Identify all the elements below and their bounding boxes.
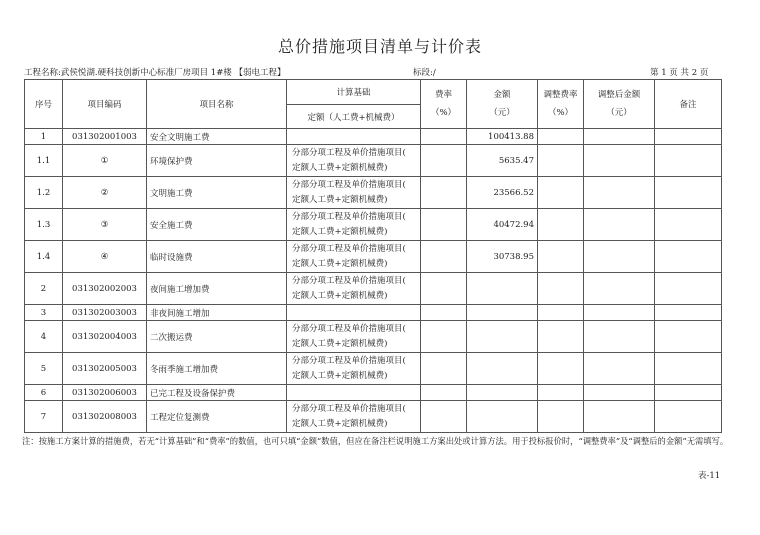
row-name: 环境保护费 xyxy=(147,145,287,177)
col-adj-rate-unit: （%） xyxy=(547,108,574,118)
row-name: 工程定位复测费 xyxy=(147,401,287,433)
row-remark xyxy=(655,353,722,385)
row-remark xyxy=(655,401,722,433)
row-code: ④ xyxy=(63,241,147,273)
row-basis xyxy=(287,273,421,305)
col-amount-label: 金额 xyxy=(493,90,511,100)
table-row xyxy=(25,305,722,321)
row-seq: 6 xyxy=(25,385,63,401)
row-code: 031302006003 xyxy=(63,385,147,401)
col-code: 项目编码 xyxy=(63,80,147,129)
row-name: 已完工程及设备保护费 xyxy=(147,385,287,401)
row-adj-amount xyxy=(584,177,655,209)
row-seq: 5 xyxy=(25,353,63,385)
row-remark xyxy=(655,241,722,273)
row-basis-line2: 定额人工费+定额机械费) xyxy=(292,162,388,173)
row-basis xyxy=(287,177,421,209)
row-seq: 7 xyxy=(25,401,63,433)
row-basis-line1: 分部分项工程及单价措施项目( xyxy=(292,275,406,286)
row-rate xyxy=(421,209,467,241)
col-adj-rate xyxy=(538,80,584,129)
table-row xyxy=(25,273,722,305)
row-basis-line1: 分部分项工程及单价措施项目( xyxy=(292,403,406,414)
row-amount: 23566.52 xyxy=(467,177,538,209)
col-adj-amount xyxy=(584,80,655,129)
row-rate xyxy=(421,321,467,353)
row-remark xyxy=(655,145,722,177)
row-code: 031302004003 xyxy=(63,321,147,353)
col-seq: 序号 xyxy=(25,80,63,129)
row-adj-rate xyxy=(538,129,584,145)
row-code: 031302005003 xyxy=(63,353,147,385)
row-basis-line2: 定额人工费+定额机械费) xyxy=(292,226,388,237)
row-basis-line2: 定额人工费+定额机械费) xyxy=(292,290,388,301)
table-row xyxy=(25,209,722,241)
row-name: 安全文明施工费 xyxy=(147,129,287,145)
page-title: 总价措施项目清单与计价表 xyxy=(277,37,482,56)
row-basis-line1: 分部分项工程及单价措施项目( xyxy=(292,179,406,190)
row-amount xyxy=(467,273,538,305)
row-adj-rate xyxy=(538,241,584,273)
table-row xyxy=(25,321,722,353)
row-adj-rate xyxy=(538,353,584,385)
row-seq: 4 xyxy=(25,321,63,353)
project-name: 武侯悦湖.硬科技创新中心标准厂房项目 1#楼 【弱电工程】 xyxy=(60,68,286,78)
table-row xyxy=(25,241,722,273)
col-adj-amount-label: 调整后金额 xyxy=(597,90,641,100)
row-adj-amount xyxy=(584,241,655,273)
row-rate xyxy=(421,129,467,145)
row-code: ① xyxy=(63,145,147,177)
row-seq: 1.1 xyxy=(25,145,63,177)
row-basis xyxy=(287,385,421,401)
row-seq: 1 xyxy=(25,129,63,145)
row-amount xyxy=(467,401,538,433)
row-name: 安全施工费 xyxy=(147,209,287,241)
row-name: 非夜间施工增加 xyxy=(147,305,287,321)
row-rate xyxy=(421,305,467,321)
col-rate-label: 费率 xyxy=(434,90,452,100)
row-basis xyxy=(287,305,421,321)
row-adj-rate xyxy=(538,305,584,321)
row-seq: 1.3 xyxy=(25,209,63,241)
row-code: ③ xyxy=(63,209,147,241)
row-basis xyxy=(287,241,421,273)
row-basis-line2: 定额人工费+定额机械费) xyxy=(292,258,388,269)
row-remark xyxy=(655,305,722,321)
row-rate xyxy=(421,177,467,209)
row-basis-line1: 分部分项工程及单价措施项目( xyxy=(292,323,406,334)
row-basis-line2: 定额人工费+定额机械费) xyxy=(292,338,388,349)
section-value: / xyxy=(432,68,436,78)
row-rate xyxy=(421,241,467,273)
row-code: 031302008003 xyxy=(63,401,147,433)
row-seq: 2 xyxy=(25,273,63,305)
col-adj-rate-label: 调整费率 xyxy=(543,90,578,100)
row-remark xyxy=(655,177,722,209)
row-adj-rate xyxy=(538,273,584,305)
row-adj-rate xyxy=(538,145,584,177)
row-basis xyxy=(287,401,421,433)
row-rate xyxy=(421,145,467,177)
row-code: 031302001003 xyxy=(63,129,147,145)
section-line xyxy=(413,66,436,78)
row-amount: 100413.88 xyxy=(467,129,538,145)
row-basis xyxy=(287,145,421,177)
row-basis-line1: 分部分项工程及单价措施项目( xyxy=(292,355,406,366)
row-basis xyxy=(287,209,421,241)
row-basis-line1: 分部分项工程及单价措施项目( xyxy=(292,243,406,254)
col-remark: 备注 xyxy=(655,80,722,129)
section-label: 标段: xyxy=(413,68,433,78)
measures-table xyxy=(24,79,722,433)
row-adj-amount xyxy=(584,353,655,385)
row-basis-line2: 定额人工费+定额机械费) xyxy=(292,418,388,429)
project-label: 工程名称: xyxy=(24,68,61,78)
col-amount-unit: （元） xyxy=(489,108,515,118)
row-basis-line1: 分部分项工程及单价措施项目( xyxy=(292,147,406,158)
row-code: ② xyxy=(63,177,147,209)
col-adj-amount-unit: （元） xyxy=(606,108,632,118)
row-amount xyxy=(467,385,538,401)
row-rate xyxy=(421,353,467,385)
row-name: 临时设施费 xyxy=(147,241,287,273)
row-basis-line1: 分部分项工程及单价措施项目( xyxy=(292,211,406,222)
col-rate-unit: （%） xyxy=(430,108,457,118)
row-amount xyxy=(467,321,538,353)
row-adj-rate xyxy=(538,401,584,433)
row-amount: 5635.47 xyxy=(467,145,538,177)
table-row xyxy=(25,353,722,385)
row-adj-amount xyxy=(584,385,655,401)
row-rate xyxy=(421,401,467,433)
row-basis xyxy=(287,129,421,145)
col-basis: 计算基础 xyxy=(287,80,421,105)
row-basis-line2: 定额人工费+定额机械费) xyxy=(292,194,388,205)
row-rate xyxy=(421,273,467,305)
row-amount xyxy=(467,353,538,385)
row-adj-amount xyxy=(584,321,655,353)
row-adj-amount xyxy=(584,305,655,321)
form-number: 表-11 xyxy=(698,471,721,481)
row-remark xyxy=(655,209,722,241)
row-code: 031302003003 xyxy=(63,305,147,321)
table-row xyxy=(25,385,722,401)
row-adj-amount xyxy=(584,145,655,177)
row-remark xyxy=(655,129,722,145)
row-amount: 30738.95 xyxy=(467,241,538,273)
row-adj-amount xyxy=(584,209,655,241)
col-amount xyxy=(467,80,538,129)
row-seq: 3 xyxy=(25,305,63,321)
row-adj-amount xyxy=(584,273,655,305)
table-row xyxy=(25,401,722,433)
row-remark xyxy=(655,273,722,305)
row-code: 031302002003 xyxy=(63,273,147,305)
row-seq: 1.2 xyxy=(25,177,63,209)
row-adj-rate xyxy=(538,385,584,401)
col-name: 项目名称 xyxy=(147,80,287,129)
row-adj-rate xyxy=(538,321,584,353)
row-name: 冬雨季施工增加费 xyxy=(147,353,287,385)
row-remark xyxy=(655,321,722,353)
row-adj-rate xyxy=(538,177,584,209)
row-basis-line2: 定额人工费+定额机械费) xyxy=(292,370,388,381)
row-adj-rate xyxy=(538,209,584,241)
row-remark xyxy=(655,385,722,401)
row-basis xyxy=(287,353,421,385)
row-amount xyxy=(467,305,538,321)
row-rate xyxy=(421,385,467,401)
page-info: 第 1 页 共 2 页 xyxy=(650,68,709,78)
row-name: 二次搬运费 xyxy=(147,321,287,353)
row-seq: 1.4 xyxy=(25,241,63,273)
row-adj-amount xyxy=(584,129,655,145)
table-row xyxy=(25,145,722,177)
row-adj-amount xyxy=(584,401,655,433)
col-basis-sub: 定额（人工费+机械费） xyxy=(287,105,421,129)
row-amount: 40472.94 xyxy=(467,209,538,241)
table-row xyxy=(25,177,722,209)
col-rate xyxy=(421,80,467,129)
table-row xyxy=(25,129,722,145)
row-basis xyxy=(287,321,421,353)
footnote: 注：按施工方案计算的措施费，若无“计算基础”和“费率”的数值，也可只填“金额”数值，但应在备注栏说明施工方案出处或计算方法。用于投标报价时，“调整费率”及“调整后的金额”无需填写。 xyxy=(22,436,729,446)
project-name-line xyxy=(24,66,286,78)
row-name: 夜间施工增加费 xyxy=(147,273,287,305)
row-name: 文明施工费 xyxy=(147,177,287,209)
